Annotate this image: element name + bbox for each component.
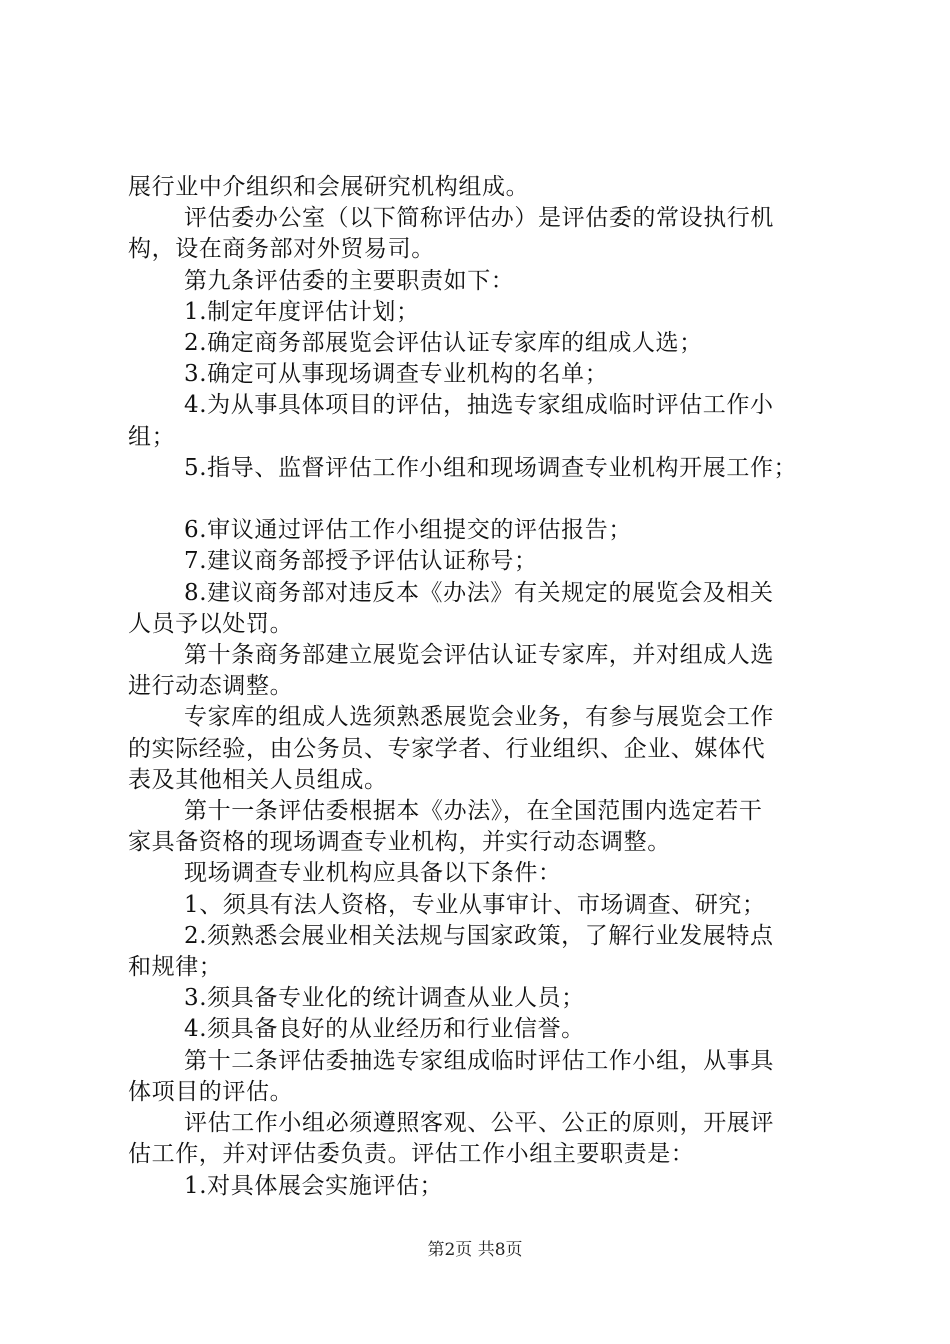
text-line: 1、须具有法人资格，专业从事审计、市场调查、研究； bbox=[184, 891, 766, 918]
text-line: 人员予以处罚。 bbox=[128, 610, 294, 637]
text-line: 的实际经验，由公务员、专家学者、行业组织、企业、媒体代 bbox=[128, 735, 766, 762]
text-line: 评估工作小组必须遵照客观、公平、公正的原则，开展评 bbox=[184, 1110, 774, 1137]
text-line: 4.为从事具体项目的评估，抽选专家组成临时评估工作小 bbox=[184, 392, 774, 419]
text-line: 表及其他相关人员组成。 bbox=[128, 766, 388, 793]
text-line: 专家库的组成人选须熟悉展览会业务，有参与展览会工作 bbox=[184, 704, 774, 731]
document-body bbox=[128, 172, 840, 1202]
text-line: 1.对具体展会实施评估； bbox=[184, 1172, 444, 1199]
text-line: 展行业中介组织和会展研究机构组成。 bbox=[128, 174, 530, 200]
text-line: 评估委办公室（以下简称评估办）是评估委的常设执行机 bbox=[184, 205, 774, 232]
text-line: 第十条商务部建立展览会评估认证专家库，并对组成人选 bbox=[184, 642, 774, 669]
text-line: 组； bbox=[128, 423, 176, 450]
text-line: 3.确定可从事现场调查专业机构的名单； bbox=[184, 361, 609, 388]
page-number-label: 第2页 共8页 bbox=[427, 1240, 523, 1260]
text-line: 4.须具备良好的从业经历和行业信誉。 bbox=[184, 1016, 585, 1043]
text-line: 5.指导、监督评估工作小组和现场调查专业机构开展工作； bbox=[184, 454, 798, 481]
text-line: 第九条评估委的主要职责如下： bbox=[184, 267, 515, 294]
text-line: 8.建议商务部对违反本《办法》有关规定的展览会及相关 bbox=[184, 579, 774, 606]
text-line: 体项目的评估。 bbox=[128, 1078, 294, 1105]
text-line: 估工作，并对评估委负责。评估工作小组主要职责是： bbox=[128, 1141, 695, 1168]
text-line: 第十一条评估委根据本《办法》，在全国范围内选定若干 bbox=[184, 798, 763, 825]
page-footer bbox=[0, 1239, 950, 1261]
text-line: 6.审议通过评估工作小组提交的评估报告； bbox=[184, 517, 632, 544]
blank-line bbox=[128, 484, 840, 515]
text-line: 第十二条评估委抽选专家组成临时评估工作小组，从事具 bbox=[184, 1047, 774, 1074]
text-line: 1.制定年度评估计划； bbox=[184, 298, 420, 325]
text-line: 现场调查专业机构应具备以下条件： bbox=[184, 860, 562, 887]
text-line: 进行动态调整。 bbox=[128, 673, 294, 700]
text-line: 和规律； bbox=[128, 954, 223, 981]
text-line: 3.须具备专业化的统计调查从业人员； bbox=[184, 985, 585, 1012]
text-line: 2.确定商务部展览会评估认证专家库的组成人选； bbox=[184, 330, 703, 357]
text-line: 构，设在商务部对外贸易司。 bbox=[128, 236, 435, 263]
text-line: 家具备资格的现场调查专业机构，并实行动态调整。 bbox=[128, 829, 671, 856]
text-line: 7.建议商务部授予评估认证称号； bbox=[184, 548, 538, 575]
text-line: 2.须熟悉会展业相关法规与国家政策，了解行业发展特点 bbox=[184, 922, 774, 949]
